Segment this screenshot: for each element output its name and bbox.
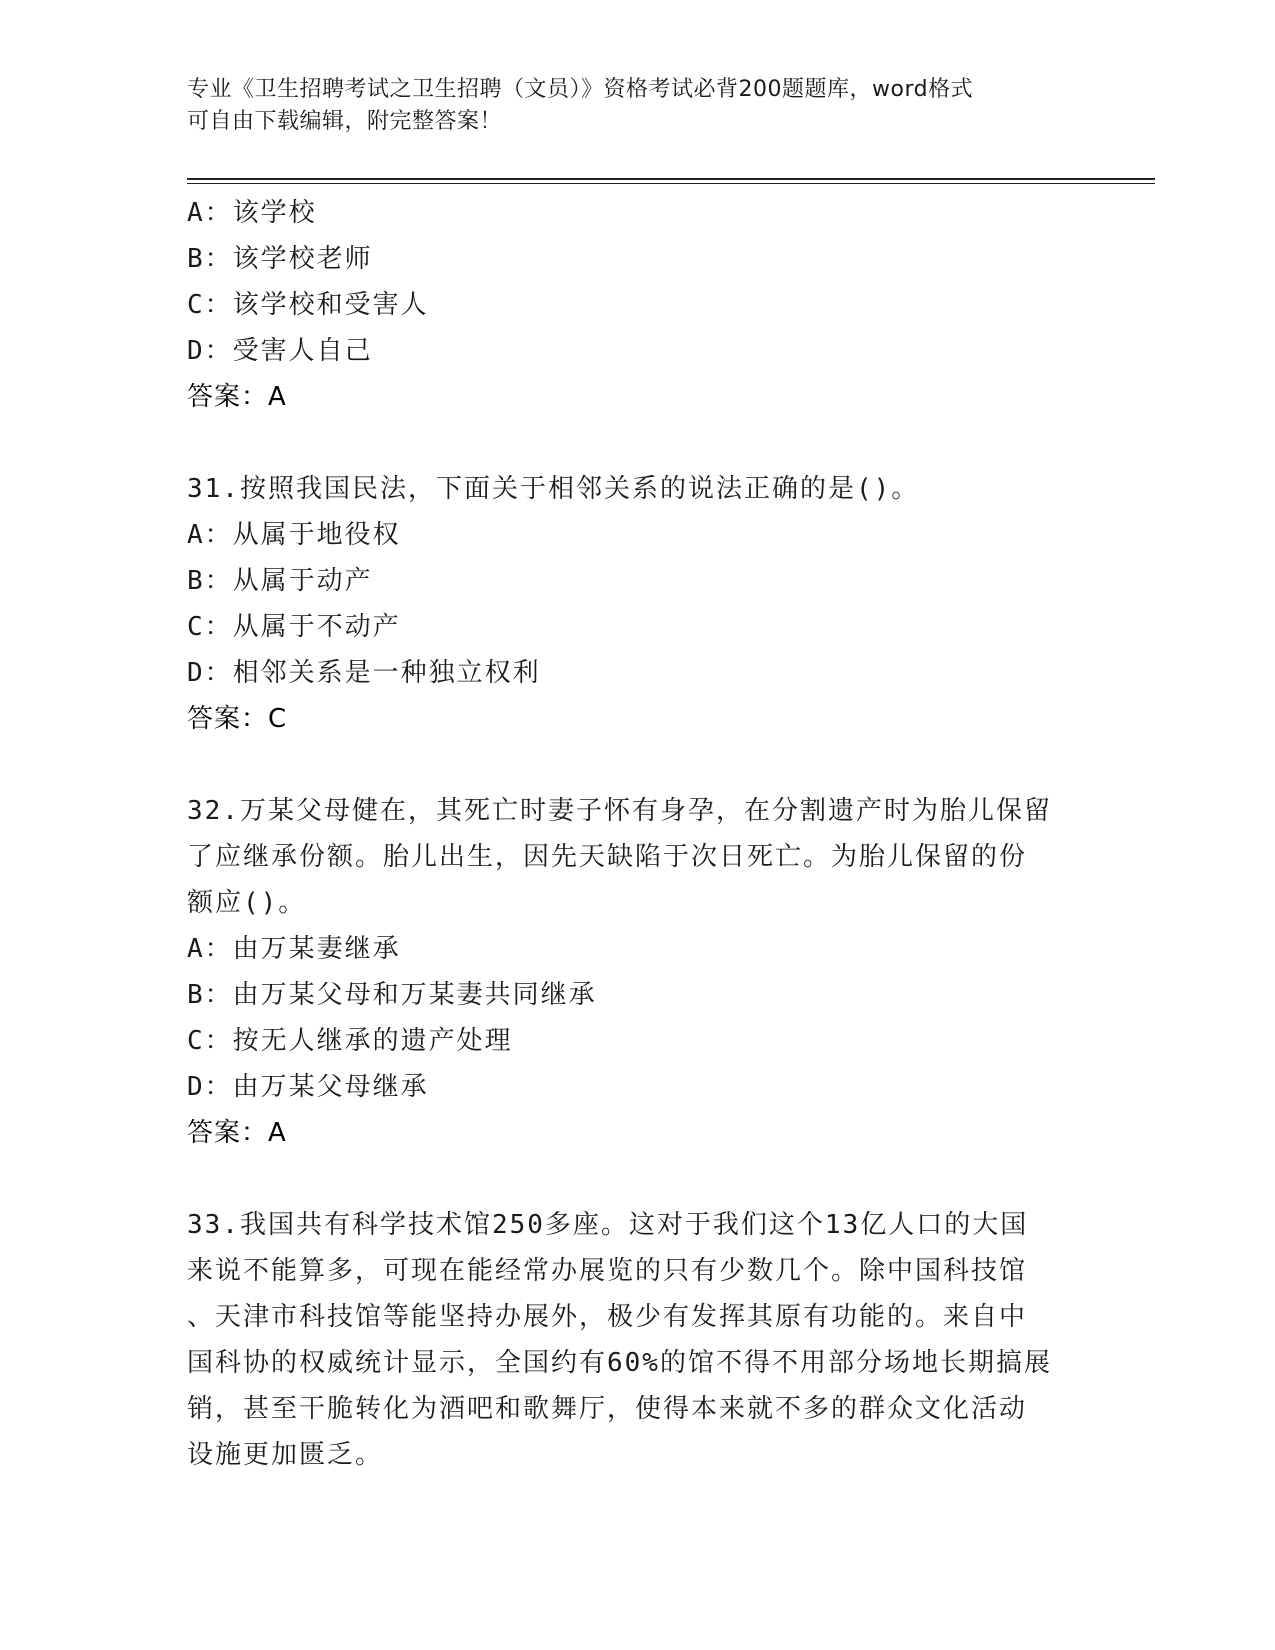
question-stem: 31.按照我国民法，下面关于相邻关系的说法正确的是()。 bbox=[187, 474, 920, 504]
spacer bbox=[187, 420, 1087, 466]
option-b: B：从属于动产 bbox=[187, 566, 373, 596]
question-stem-line: 销，甚至干脆转化为酒吧和歌舞厅，使得本来就不多的群众文化活动 bbox=[187, 1394, 1028, 1424]
option-d: D：相邻关系是一种独立权利 bbox=[187, 658, 541, 688]
option-c: C：按无人继承的遗产处理 bbox=[187, 1026, 513, 1056]
option-a: A：从属于地役权 bbox=[187, 520, 401, 550]
header-divider-thick bbox=[187, 178, 1155, 180]
question-stem-line: 、天津市科技馆等能坚持办展外，极少有发挥其原有功能的。来自中 bbox=[187, 1302, 1028, 1332]
option-c: C：该学校和受害人 bbox=[187, 290, 429, 320]
option-d: D：受害人自己 bbox=[187, 336, 373, 366]
question-stem-line: 国科协的权威统计显示，全国约有60%的馆不得不用部分场地长期搞展 bbox=[187, 1348, 1052, 1378]
question-30-block bbox=[187, 190, 1087, 420]
header-line-2: 可自由下载编辑，附完整答案！ bbox=[187, 109, 503, 134]
option-c: C：从属于不动产 bbox=[187, 612, 401, 642]
option-d: D：由万某父母继承 bbox=[187, 1072, 429, 1102]
document-body bbox=[187, 190, 1087, 1478]
spacer bbox=[187, 742, 1087, 788]
answer-line: 答案：A bbox=[187, 382, 287, 412]
option-a: A：该学校 bbox=[187, 198, 317, 228]
question-31-block bbox=[187, 466, 1087, 742]
question-stem-line: 来说不能算多，可现在能经常办展览的只有少数几个。除中国科技馆 bbox=[187, 1256, 1028, 1286]
spacer bbox=[187, 1156, 1087, 1202]
answer-line: 答案：C bbox=[187, 704, 288, 734]
question-stem-line: 额应()。 bbox=[187, 888, 307, 918]
question-32-block bbox=[187, 788, 1087, 1156]
header-divider-thin bbox=[187, 183, 1155, 184]
question-33-block bbox=[187, 1202, 1087, 1478]
option-b: B：该学校老师 bbox=[187, 244, 373, 274]
document-header bbox=[187, 74, 1067, 138]
answer-line: 答案：A bbox=[187, 1118, 287, 1148]
question-stem-line: 设施更加匮乏。 bbox=[187, 1440, 384, 1470]
header-line-1: 专业《卫生招聘考试之卫生招聘（文员）》资格考试必背200题题库，word格式 bbox=[187, 77, 974, 102]
question-stem-line: 32.万某父母健在，其死亡时妻子怀有身孕，在分割遗产时为胎儿保留 bbox=[187, 796, 1052, 826]
question-stem-line: 33.我国共有科学技术馆250多座。这对于我们这个13亿人口的大国 bbox=[187, 1210, 1029, 1240]
option-a: A：由万某妻继承 bbox=[187, 934, 401, 964]
question-stem-line: 了应继承份额。胎儿出生，因先天缺陷于次日死亡。为胎儿保留的份 bbox=[187, 842, 1028, 872]
option-b: B：由万某父母和万某妻共同继承 bbox=[187, 980, 597, 1010]
